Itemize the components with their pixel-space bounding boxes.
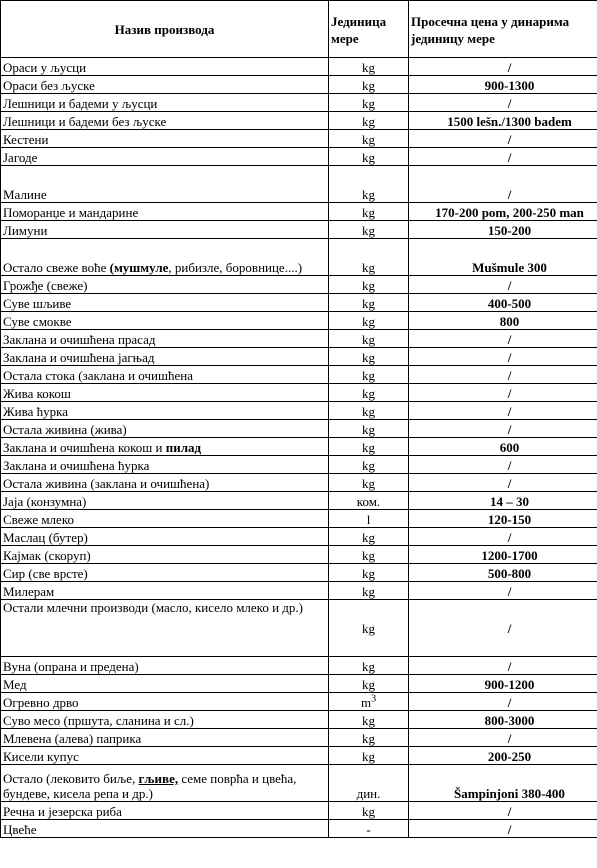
- row-name-underlined-part: гљиве,: [138, 771, 179, 786]
- table-row: [1, 130, 597, 148]
- row-unit: kg: [329, 203, 409, 221]
- row-unit: [329, 693, 409, 711]
- row-price: Mušmule 300: [409, 239, 597, 276]
- row-name: Кестени: [1, 130, 329, 148]
- row-name-part: Остало свеже воће: [3, 260, 107, 275]
- table-header-row: [1, 1, 597, 58]
- unit-superscript: 3: [371, 693, 377, 705]
- row-unit: kg: [329, 420, 409, 438]
- row-price: /: [409, 820, 597, 838]
- table-row: [1, 348, 597, 366]
- table-row: [1, 729, 597, 747]
- row-unit: kg: [329, 528, 409, 546]
- row-name: Лимуни: [1, 221, 329, 239]
- row-price: /: [409, 402, 597, 420]
- row-name: Суве смокве: [1, 312, 329, 330]
- table-row: [1, 221, 597, 239]
- row-name: Цвеће: [1, 820, 329, 838]
- row-price: Šampinjoni 380-400: [409, 765, 597, 802]
- table-row: [1, 112, 597, 130]
- row-price: /: [409, 693, 597, 711]
- row-price: 800-3000: [409, 711, 597, 729]
- table-row: [1, 711, 597, 729]
- table-row: [1, 600, 597, 657]
- table-row: [1, 402, 597, 420]
- header-average-price: Просечна цена у динарима јединицу мере: [409, 1, 597, 58]
- row-name: Остала живина (жива): [1, 420, 329, 438]
- row-name: Суво месо (пршута, сланина и сл.): [1, 711, 329, 729]
- row-unit: kg: [329, 802, 409, 820]
- table-row: [1, 693, 597, 711]
- row-name: Суве шљиве: [1, 294, 329, 312]
- table-row: [1, 276, 597, 294]
- row-name: Заклана и очишћена прасад: [1, 330, 329, 348]
- row-name: [1, 765, 329, 802]
- row-price: /: [409, 366, 597, 384]
- table-row: [1, 366, 597, 384]
- row-price: /: [409, 148, 597, 166]
- row-price: /: [409, 94, 597, 112]
- table-row: [1, 528, 597, 546]
- table-row: [1, 802, 597, 820]
- row-unit: l: [329, 510, 409, 528]
- row-price: /: [409, 130, 597, 148]
- row-price: 900-1200: [409, 675, 597, 693]
- table-row: [1, 675, 597, 693]
- row-price: /: [409, 166, 597, 203]
- row-unit: kg: [329, 94, 409, 112]
- table-row: [1, 546, 597, 564]
- row-name: Заклана и очишћена ћурка: [1, 456, 329, 474]
- row-name: Ораси у љусци: [1, 58, 329, 76]
- table-row: [1, 564, 597, 582]
- row-unit: kg: [329, 166, 409, 203]
- row-unit: kg: [329, 112, 409, 130]
- table-row: [1, 510, 597, 528]
- table-row: [1, 148, 597, 166]
- row-name: Жива ћурка: [1, 402, 329, 420]
- row-unit: ком.: [329, 492, 409, 510]
- table-row: [1, 820, 597, 838]
- table-row: [1, 420, 597, 438]
- table-row: [1, 94, 597, 112]
- row-unit: дин.: [329, 765, 409, 802]
- row-unit: kg: [329, 729, 409, 747]
- row-name: Грожђе (свеже): [1, 276, 329, 294]
- unit-base: m: [360, 695, 372, 710]
- table-row: [1, 492, 597, 510]
- row-price: 150-200: [409, 221, 597, 239]
- row-name: Речна и језерска риба: [1, 802, 329, 820]
- row-unit: kg: [329, 276, 409, 294]
- table-row: [1, 765, 597, 802]
- row-name: Милерам: [1, 582, 329, 600]
- row-price: /: [409, 657, 597, 675]
- row-name: Јагоде: [1, 148, 329, 166]
- table-row: [1, 203, 597, 221]
- row-unit: kg: [329, 456, 409, 474]
- row-name: [1, 239, 329, 276]
- row-unit: kg: [329, 384, 409, 402]
- row-price: /: [409, 58, 597, 76]
- row-name: Маслац (бутер): [1, 528, 329, 546]
- row-price: 14 – 30: [409, 492, 597, 510]
- row-name-bold-part: (мушмуле: [109, 260, 169, 275]
- row-name: [1, 438, 329, 456]
- row-price: /: [409, 456, 597, 474]
- table-row: [1, 58, 597, 76]
- row-price: 900-1300: [409, 76, 597, 94]
- table-row: [1, 474, 597, 492]
- row-name: Остала живина (заклана и очишћена): [1, 474, 329, 492]
- row-unit: kg: [329, 402, 409, 420]
- row-price: /: [409, 276, 597, 294]
- row-name: Остали млечни производи (масло, кисело млеко и др.): [1, 600, 329, 657]
- row-name: Жива кокош: [1, 384, 329, 402]
- row-price: 600: [409, 438, 597, 456]
- table-row: [1, 294, 597, 312]
- row-unit: kg: [329, 366, 409, 384]
- row-unit: kg: [329, 330, 409, 348]
- row-price: /: [409, 348, 597, 366]
- table-row: [1, 166, 597, 203]
- table-row: [1, 582, 597, 600]
- table-row: [1, 438, 597, 456]
- table-row: [1, 76, 597, 94]
- row-unit: -: [329, 820, 409, 838]
- row-unit: kg: [329, 148, 409, 166]
- row-price: /: [409, 384, 597, 402]
- row-unit: kg: [329, 58, 409, 76]
- row-name: Лешници и бадеми без љуске: [1, 112, 329, 130]
- row-name: Кајмак (скоруп): [1, 546, 329, 564]
- table-row: [1, 456, 597, 474]
- row-unit: kg: [329, 294, 409, 312]
- row-name-part: Остало (лековито биље,: [3, 771, 139, 786]
- row-name: Сир (све врсте): [1, 564, 329, 582]
- row-name: Остала стока (заклана и очишћена: [1, 366, 329, 384]
- row-name-part: семе поврћа и цвећа, бундеве, кисела репа и др.): [3, 771, 297, 801]
- table-row: [1, 657, 597, 675]
- row-unit: kg: [329, 312, 409, 330]
- row-price: 1200-1700: [409, 546, 597, 564]
- row-name-bold-part: пилад: [165, 440, 202, 455]
- row-unit: kg: [329, 474, 409, 492]
- header-product-name: Назив производа: [1, 1, 329, 58]
- row-price: /: [409, 528, 597, 546]
- row-unit: kg: [329, 582, 409, 600]
- row-price: 400-500: [409, 294, 597, 312]
- row-name: Јаја (конзумна): [1, 492, 329, 510]
- row-unit: kg: [329, 600, 409, 657]
- row-price: /: [409, 330, 597, 348]
- row-name: Мед: [1, 675, 329, 693]
- row-unit: kg: [329, 130, 409, 148]
- table-row: [1, 384, 597, 402]
- row-unit: kg: [329, 711, 409, 729]
- row-name: Млевена (алева) паприка: [1, 729, 329, 747]
- row-price: 170-200 pom, 200-250 man: [409, 203, 597, 221]
- row-name: Свеже млеко: [1, 510, 329, 528]
- row-price: /: [409, 420, 597, 438]
- table-row: [1, 239, 597, 276]
- row-unit: kg: [329, 221, 409, 239]
- row-unit: kg: [329, 438, 409, 456]
- row-price: 200-250: [409, 747, 597, 765]
- row-price: /: [409, 600, 597, 657]
- row-name: Заклана и очишћена јагњад: [1, 348, 329, 366]
- row-price: 120-150: [409, 510, 597, 528]
- row-price: /: [409, 582, 597, 600]
- header-unit: Јединица мере: [329, 1, 409, 58]
- row-name: Вуна (опрана и предена): [1, 657, 329, 675]
- row-unit: kg: [329, 239, 409, 276]
- table-row: [1, 330, 597, 348]
- row-name: Лешници и бадеми у љусци: [1, 94, 329, 112]
- row-unit: kg: [329, 747, 409, 765]
- row-name: Огревно дрво: [1, 693, 329, 711]
- row-name: Ораси без љуске: [1, 76, 329, 94]
- table-row: [1, 747, 597, 765]
- row-price: /: [409, 802, 597, 820]
- row-price: 800: [409, 312, 597, 330]
- row-price: 500-800: [409, 564, 597, 582]
- row-price: 1500 lešn./1300 badem: [409, 112, 597, 130]
- row-name: Кисели купус: [1, 747, 329, 765]
- row-name: Малине: [1, 166, 329, 203]
- row-name-part: , рибизле, боровнице....): [168, 260, 303, 275]
- row-unit: kg: [329, 76, 409, 94]
- row-unit: kg: [329, 564, 409, 582]
- row-price: /: [409, 474, 597, 492]
- table-row: [1, 312, 597, 330]
- row-unit: kg: [329, 675, 409, 693]
- row-name: Поморанџе и мандарине: [1, 203, 329, 221]
- row-unit: kg: [329, 348, 409, 366]
- row-unit: kg: [329, 546, 409, 564]
- row-price: /: [409, 729, 597, 747]
- row-name-part: Заклана и очишћена кокош и: [3, 440, 166, 455]
- row-unit: kg: [329, 657, 409, 675]
